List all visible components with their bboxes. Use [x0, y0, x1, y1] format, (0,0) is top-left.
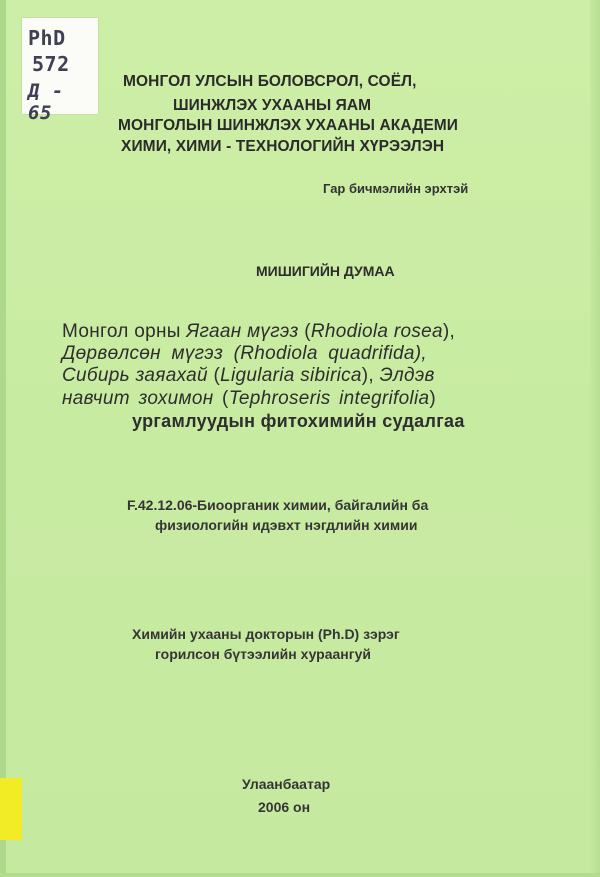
institution-line-3: МОНГОЛЫН ШИНЖЛЭХ УХААНЫ АКАДЕМИ — [118, 117, 459, 134]
page-right-edge — [590, 0, 600, 877]
institution-line-1: МОНГОЛ УЛСЫН БОЛОВСРОЛ, СОЁЛ, — [123, 73, 417, 90]
title-line-5: ургамлуудын фитохимийн судалгаа — [132, 411, 465, 431]
title-line-3-part-a: Сибирь заяахай — [62, 365, 208, 386]
publication-place: Улаанбаатар — [242, 776, 331, 792]
page-bottom-edge — [0, 873, 600, 877]
title-line-2: Дөрвөлсөн мүгэз (Rhodiola quadrifida), — [62, 343, 427, 364]
institution-line-4: ХИМИ, ХИМИ - ТЕХНОЛОГИЙН ХҮРЭЭЛЭН — [121, 138, 445, 155]
institution-line-2: ШИНЖЛЭХ УХААНЫ ЯАМ — [173, 97, 372, 114]
title-line-4-part-d: ) — [429, 388, 436, 409]
title-line-4-part-a: навчит зохимон — [62, 388, 214, 409]
title-line-1 — [62, 321, 455, 343]
publication-year: 2006 он — [258, 799, 311, 815]
call-number-line-1: PhD — [28, 26, 66, 50]
title-line-1-part-b: Ягаан мүгэз — [186, 321, 299, 342]
title-line-3-part-c: Ligularia sibirica — [220, 365, 362, 386]
title-line-1-part-e: ), — [442, 321, 456, 342]
title-line-3-part-d: ), — [361, 365, 380, 386]
title-line-1-part-a: Монгол орны — [62, 321, 187, 342]
specialty-line-2: физиологийн идэвхт нэгдлийн химии — [155, 517, 418, 533]
specialty-line-1: F.42.12.06-Биоорганик химии, байгалийн ба — [127, 497, 429, 513]
title-line-3 — [62, 365, 435, 387]
title-line-1-part-d: Rhodiola rosea — [310, 321, 443, 342]
manuscript-rights-note: Гар бичмэлийн эрхтэй — [323, 181, 469, 196]
library-call-number-label — [22, 18, 98, 124]
yellow-tab-marker — [0, 778, 22, 840]
title-line-1-part-c: ( — [298, 321, 311, 342]
call-number-line-3: Д - 65 — [28, 80, 64, 124]
degree-line-2: горилсон бүтээлийн хураангуй — [155, 646, 371, 662]
call-number-line-2: 572 — [32, 52, 70, 76]
title-line-4-part-b: ( — [213, 388, 229, 409]
title-line-3-part-b: ( — [207, 365, 221, 386]
title-line-3-part-e: Элдэв — [379, 365, 435, 386]
title-line-4-part-c: Tephroseris integrifolia — [228, 388, 430, 409]
degree-line-1: Химийн ухааны докторын (Ph.D) зэрэг — [132, 626, 400, 642]
author-name: МИШИГИЙН ДУМАА — [256, 263, 395, 279]
title-line-4 — [62, 388, 436, 410]
page-left-edge — [0, 0, 6, 877]
